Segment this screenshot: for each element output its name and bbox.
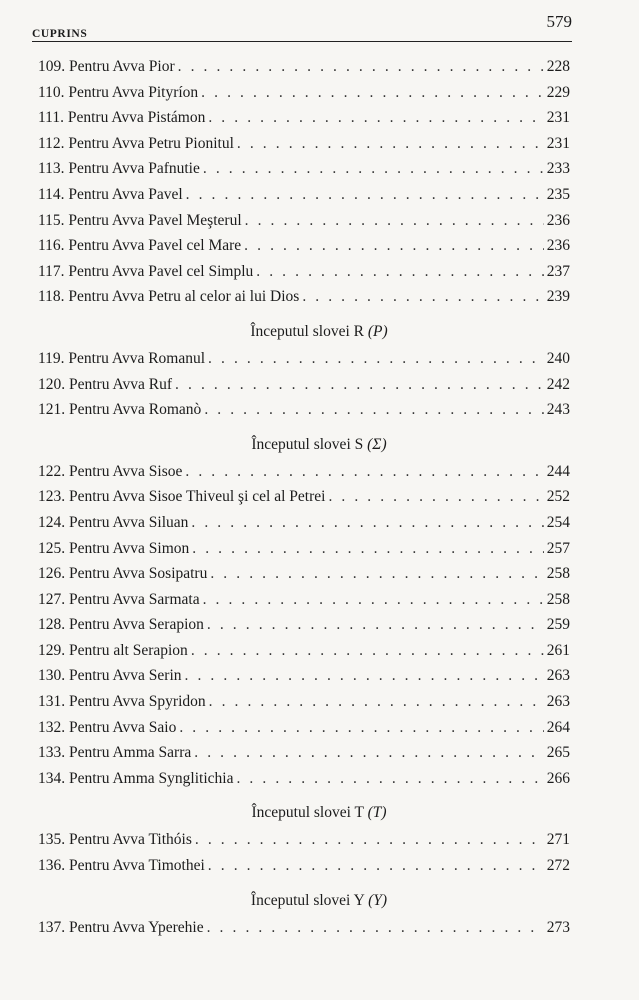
- section-title: Începutul slovei Y: [250, 891, 365, 909]
- entry-title: 118. Pentru Avva Petru al celor ai lui Dios: [38, 288, 300, 306]
- toc-entry: [38, 186, 570, 212]
- entry-title: 111. Pentru Avva Pistámon: [38, 109, 206, 127]
- toc-entry: [38, 831, 570, 857]
- dot-leader: [203, 160, 544, 178]
- toc-entry: [38, 667, 570, 693]
- dot-leader: [191, 642, 544, 660]
- toc-entry: [38, 350, 570, 376]
- dot-leader: [192, 540, 543, 558]
- entry-page-number: 242: [546, 375, 570, 393]
- toc-entry: [38, 744, 570, 770]
- entry-title: 122. Pentru Avva Sisoe: [38, 462, 183, 480]
- running-head: CUPRINS: [32, 28, 88, 40]
- entry-page-number: 265: [546, 744, 570, 762]
- entry-page-number: 235: [546, 185, 570, 203]
- entry-title: 120. Pentru Avva Ruf: [38, 375, 173, 393]
- dot-leader: [175, 376, 544, 394]
- dot-leader: [208, 350, 544, 368]
- section-title: Începutul slovei T: [251, 804, 364, 822]
- entry-page-number: 258: [546, 565, 570, 583]
- section-heading: [38, 795, 570, 831]
- toc-entry: [38, 642, 570, 668]
- entry-page-number: 231: [546, 134, 570, 152]
- dot-leader: [208, 109, 543, 127]
- toc-entry: [38, 488, 570, 514]
- section-heading: [38, 314, 570, 350]
- entry-page-number: 243: [546, 401, 570, 419]
- toc-entry: [38, 288, 570, 314]
- entry-title: 123. Pentru Avva Sisoe Thiveul şi cel al Petrei: [38, 488, 326, 506]
- section-greek-letter: (Υ): [368, 891, 388, 909]
- entry-title: 117. Pentru Avva Pavel cel Simplu: [38, 262, 254, 280]
- entry-page-number: 229: [546, 83, 570, 101]
- entry-page-number: 237: [546, 262, 570, 280]
- dot-leader: [210, 565, 543, 583]
- dot-leader: [237, 135, 544, 153]
- toc-entry: [38, 237, 570, 263]
- dot-leader: [201, 84, 544, 102]
- entry-page-number: 273: [546, 918, 570, 936]
- entry-title: 131. Pentru Avva Spyridon: [38, 693, 206, 711]
- dot-leader: [244, 237, 544, 255]
- toc-entry: [38, 135, 570, 161]
- entry-title: 125. Pentru Avva Simon: [38, 539, 190, 557]
- dot-leader: [236, 770, 543, 788]
- toc-entry: [38, 591, 570, 617]
- entry-title: 128. Pentru Avva Serapion: [38, 616, 204, 634]
- section-greek-letter: (Σ): [367, 435, 387, 453]
- toc-entry: [38, 919, 570, 945]
- section-greek-letter: (P): [367, 322, 388, 340]
- dot-leader: [186, 186, 544, 204]
- entry-title: 112. Pentru Avva Petru Pionitul: [38, 134, 234, 152]
- entry-page-number: 240: [546, 349, 570, 367]
- entry-title: 127. Pentru Avva Sarmata: [38, 590, 200, 608]
- entry-title: 110. Pentru Avva Pityríon: [38, 83, 199, 101]
- entry-page-number: 254: [546, 513, 570, 531]
- toc-entry: [38, 263, 570, 289]
- entry-page-number: 236: [546, 211, 570, 229]
- header-rule: [32, 41, 572, 42]
- page-number: 579: [546, 12, 572, 31]
- entry-page-number: 233: [546, 160, 570, 178]
- toc-entry: [38, 719, 570, 745]
- entry-page-number: 272: [546, 857, 570, 875]
- toc-entry: [38, 463, 570, 489]
- entry-title: 115. Pentru Avva Pavel Meşterul: [38, 211, 242, 229]
- dot-leader: [185, 463, 543, 481]
- section-greek-letter: (T): [367, 804, 387, 822]
- toc-entry: [38, 540, 570, 566]
- entry-title: 124. Pentru Avva Siluan: [38, 513, 189, 531]
- dot-leader: [194, 744, 543, 762]
- entry-page-number: 259: [546, 616, 570, 634]
- entry-title: 126. Pentru Avva Sosipatru: [38, 565, 208, 583]
- table-of-contents: [38, 58, 570, 944]
- entry-title: 137. Pentru Avva Yperehie: [38, 918, 204, 936]
- dot-leader: [256, 263, 543, 281]
- page-header: [32, 12, 572, 40]
- dot-leader: [245, 212, 544, 230]
- entry-title: 135. Pentru Avva Tithóis: [38, 831, 192, 849]
- entry-title: 129. Pentru alt Serapion: [38, 641, 188, 659]
- entry-page-number: 264: [546, 718, 570, 736]
- toc-entry: [38, 212, 570, 238]
- section-title: Începutul slovei R: [250, 322, 364, 340]
- entry-page-number: 263: [546, 693, 570, 711]
- section-heading: [38, 427, 570, 463]
- entry-page-number: 228: [546, 58, 570, 75]
- dot-leader: [191, 514, 543, 532]
- toc-entry: [38, 376, 570, 402]
- toc-entry: [38, 616, 570, 642]
- dot-leader: [209, 693, 544, 711]
- entry-page-number: 244: [546, 462, 570, 480]
- entry-title: 116. Pentru Avva Pavel cel Mare: [38, 237, 242, 255]
- entry-title: 121. Pentru Avva Romanò: [38, 401, 202, 419]
- toc-entry: [38, 84, 570, 110]
- entry-page-number: 258: [546, 590, 570, 608]
- entry-page-number: 257: [546, 539, 570, 557]
- entry-page-number: 239: [546, 288, 570, 306]
- dot-leader: [178, 58, 544, 76]
- dot-leader: [203, 591, 544, 609]
- dot-leader: [328, 488, 543, 506]
- entry-title: 134. Pentru Amma Synglitichia: [38, 769, 234, 787]
- toc-entry: [38, 857, 570, 883]
- entry-page-number: 236: [546, 237, 570, 255]
- section-heading: [38, 883, 570, 919]
- toc-entry: [38, 514, 570, 540]
- entry-title: 133. Pentru Amma Sarra: [38, 744, 192, 762]
- entry-title: 132. Pentru Avva Saio: [38, 718, 177, 736]
- dot-leader: [207, 616, 544, 634]
- entry-title: 109. Pentru Avva Pior: [38, 58, 175, 75]
- toc-entry: [38, 160, 570, 186]
- entry-title: 113. Pentru Avva Pafnutie: [38, 160, 200, 178]
- entry-title: 130. Pentru Avva Serin: [38, 667, 182, 685]
- entry-page-number: 231: [546, 109, 570, 127]
- entry-title: 119. Pentru Avva Romanul: [38, 349, 206, 367]
- toc-entry: [38, 693, 570, 719]
- toc-entry: [38, 58, 570, 84]
- dot-leader: [204, 401, 543, 419]
- dot-leader: [207, 919, 544, 937]
- dot-leader: [185, 667, 544, 685]
- dot-leader: [179, 719, 543, 737]
- entry-page-number: 266: [546, 769, 570, 787]
- toc-entry: [38, 109, 570, 135]
- entry-page-number: 271: [546, 831, 570, 849]
- entry-page-number: 261: [546, 641, 570, 659]
- toc-entry: [38, 770, 570, 796]
- entry-page-number: 263: [546, 667, 570, 685]
- entry-title: 136. Pentru Avva Timothei: [38, 857, 205, 875]
- dot-leader: [302, 288, 543, 306]
- dot-leader: [195, 831, 544, 849]
- toc-entry: [38, 401, 570, 427]
- dot-leader: [208, 857, 544, 875]
- toc-entry: [38, 565, 570, 591]
- section-title: Începutul slovei S: [251, 435, 364, 453]
- entry-page-number: 252: [546, 488, 570, 506]
- entry-title: 114. Pentru Avva Pavel: [38, 185, 183, 203]
